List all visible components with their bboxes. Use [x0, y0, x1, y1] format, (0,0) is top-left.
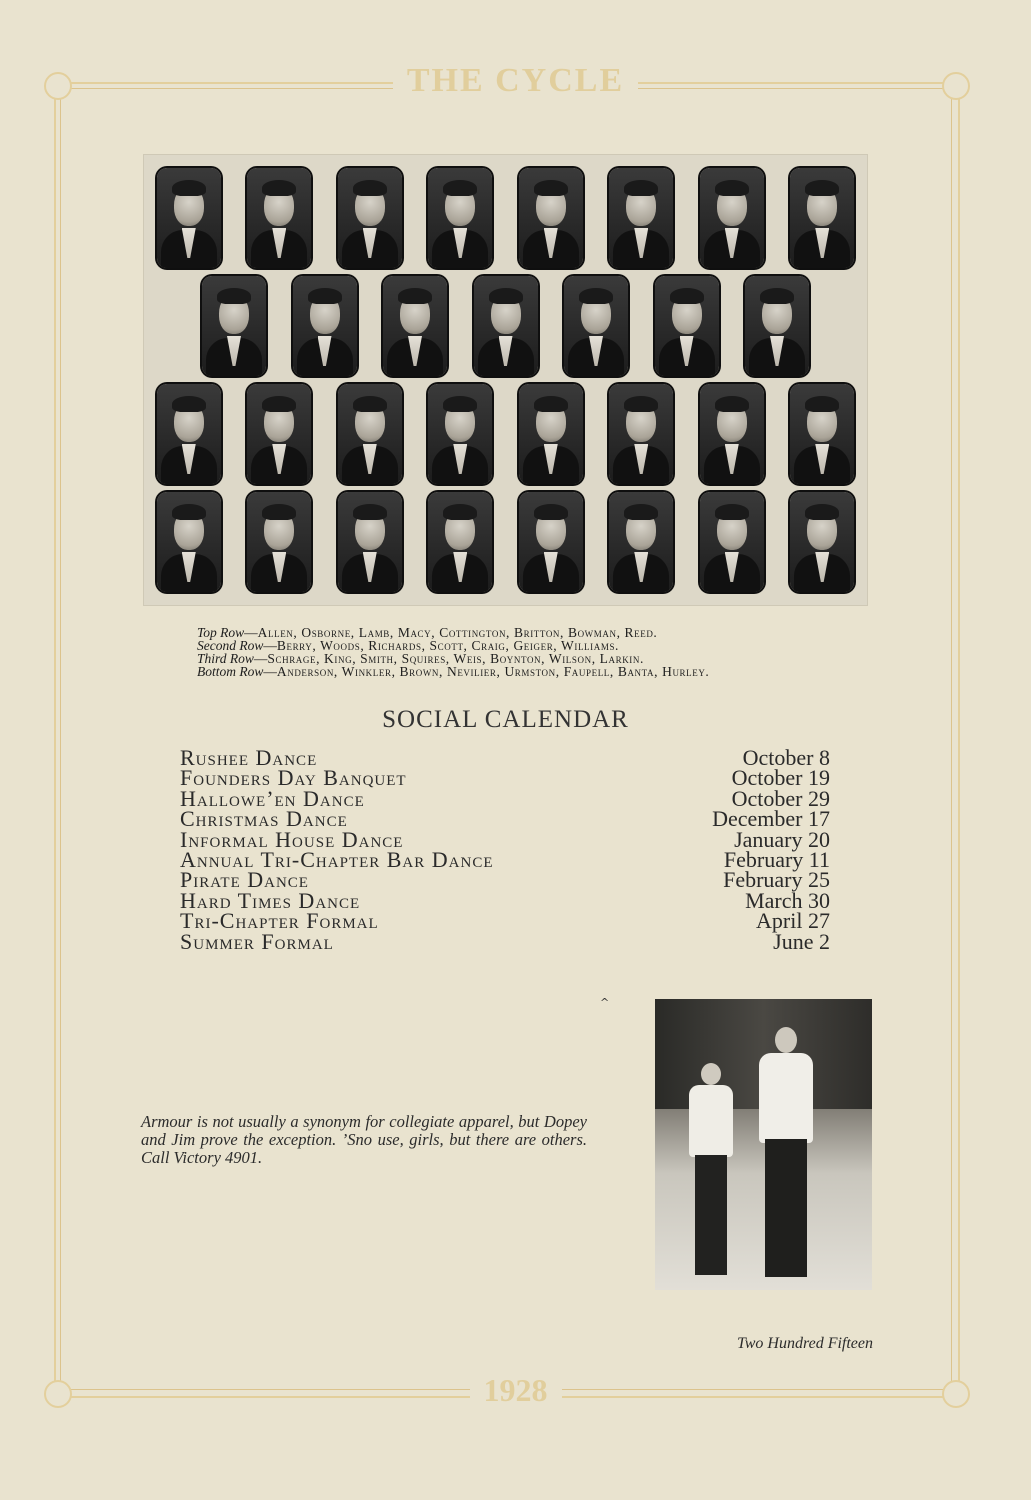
social-calendar	[180, 745, 830, 954]
member-portrait	[609, 168, 673, 268]
print-mark: ^	[600, 996, 610, 1009]
member-portrait	[790, 384, 854, 484]
event-name: Rushee Dance	[180, 745, 318, 770]
caption-row: Bottom Row—Anderson, Winkler, Brown, Nevilier, Urmston, Faupell, Banta, Hurley.	[197, 664, 710, 679]
photo-caption-quote: Armour is not usually a synonym for collegiate apparel, but Dopey and Jim prove the exception. ’Sno use, girls, but there are others. Call Victory 4901.	[141, 1112, 587, 1167]
event-date: October 29	[731, 785, 830, 811]
event-date: December 17	[712, 806, 830, 832]
member-portrait	[247, 384, 311, 484]
member-portrait	[700, 168, 764, 268]
event-name: Pirate Dance	[180, 867, 309, 893]
event-name: Annual Tri-Chapter Bar Dance	[180, 846, 494, 872]
member-portrait	[519, 168, 583, 268]
event-name: Christmas Dance	[180, 806, 348, 832]
member-portrait	[474, 276, 538, 376]
figure-short	[683, 1063, 739, 1283]
member-portrait	[700, 384, 764, 484]
event-date: February 11	[723, 846, 830, 872]
member-portrait	[247, 492, 311, 592]
event-name: Informal House Dance	[180, 826, 404, 852]
caption-row-names: Schrage, King, Smith, Squires, Weis, Boynton, Wilson, Larkin.	[267, 651, 644, 666]
caption-row-label: Bottom Row	[197, 664, 264, 679]
member-portrait	[383, 276, 447, 376]
figure-tall	[751, 1027, 821, 1277]
running-header	[0, 62, 1031, 100]
member-portrait	[157, 384, 221, 484]
caption-row-label: Third Row	[197, 651, 254, 666]
member-portrait	[202, 276, 266, 376]
event-name: Summer Formal	[180, 928, 334, 954]
member-portrait-grid	[143, 154, 868, 606]
event-date: March 30	[745, 887, 830, 913]
member-portrait	[745, 276, 809, 376]
caption-row-label: Top Row	[197, 625, 245, 640]
member-portrait	[519, 492, 583, 592]
member-portrait	[338, 492, 402, 592]
member-portrait	[428, 492, 492, 592]
member-portrait	[428, 384, 492, 484]
member-portrait	[609, 384, 673, 484]
member-portrait	[247, 168, 311, 268]
member-portrait	[564, 276, 628, 376]
member-portrait	[338, 168, 402, 268]
member-portrait	[655, 276, 719, 376]
event-name: Hallowe’en Dance	[180, 785, 365, 811]
member-portrait	[157, 492, 221, 592]
event-name: Hard Times Dance	[180, 887, 361, 913]
member-portrait	[338, 384, 402, 484]
header-title: THE CYCLE	[393, 62, 638, 99]
event-date: October 8	[742, 745, 830, 770]
member-portrait	[790, 168, 854, 268]
event-date: February 25	[723, 867, 830, 893]
caption-row: Top Row—Allen, Osborne, Lamb, Macy, Cottington, Britton, Bowman, Reed.	[197, 625, 658, 640]
caption-row-names: Berry, Woods, Richards, Scott, Craig, Geiger, Williams.	[276, 638, 620, 653]
calendar-title: SOCIAL CALENDAR	[382, 706, 629, 733]
snapshot-photo	[655, 999, 872, 1290]
caption-row-names: Allen, Osborne, Lamb, Macy, Cottington, Britton, Bowman, Reed.	[257, 625, 658, 640]
calendar-event	[180, 928, 830, 954]
portrait-caption	[197, 626, 817, 678]
event-date: April 27	[756, 908, 830, 934]
caption-row-names: Anderson, Winkler, Brown, Nevilier, Urmston, Faupell, Banta, Hurley.	[276, 664, 710, 679]
caption-row-label: Second Row	[197, 638, 264, 653]
member-portrait	[293, 276, 357, 376]
page-number: Two Hundred Fifteen	[737, 1335, 873, 1352]
event-date: June 2	[773, 928, 830, 954]
footer-year: 1928	[470, 1372, 562, 1408]
member-portrait	[790, 492, 854, 592]
running-footer	[0, 1372, 1031, 1409]
member-portrait	[700, 492, 764, 592]
event-name: Founders Day Banquet	[180, 765, 407, 791]
caption-row: Third Row—Schrage, King, Smith, Squires, Weis, Boynton, Wilson, Larkin.	[197, 651, 644, 666]
member-portrait	[428, 168, 492, 268]
event-date: January 20	[734, 826, 830, 852]
member-portrait	[609, 492, 673, 592]
member-portrait	[519, 384, 583, 484]
event-date: October 19	[731, 765, 830, 791]
member-portrait	[157, 168, 221, 268]
event-name: Tri-Chapter Formal	[180, 908, 379, 934]
caption-row: Second Row—Berry, Woods, Richards, Scott, Craig, Geiger, Williams.	[197, 638, 620, 653]
